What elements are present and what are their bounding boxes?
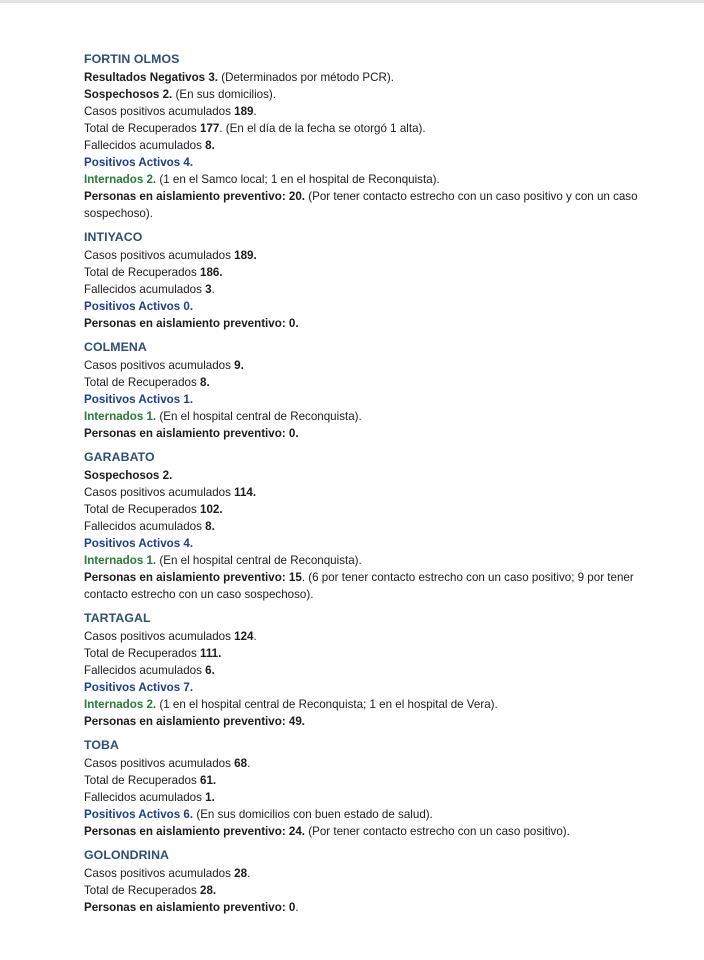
stat-text: 61. — [200, 774, 217, 787]
stat-line — [84, 357, 644, 374]
stat-line — [84, 264, 644, 281]
stat-text: Casos positivos acumulados — [84, 105, 235, 118]
report-body — [84, 50, 644, 922]
stat-line — [84, 823, 644, 840]
stat-text: 102. — [200, 503, 223, 516]
stat-text: 114. — [234, 486, 257, 499]
stat-line — [84, 171, 644, 188]
stat-text: Internados 1. — [84, 410, 157, 423]
stat-line — [84, 628, 644, 645]
stat-line — [84, 501, 644, 518]
stat-text: . — [247, 757, 251, 770]
stat-line — [84, 86, 644, 103]
stat-text: (En el hospital central de Reconquista). — [156, 410, 362, 423]
locality-section-colmena — [84, 338, 644, 442]
stat-text: Internados 1. — [84, 554, 157, 567]
stat-text: Casos positivos acumulados — [84, 359, 235, 372]
locality-section-fortin-olmos — [84, 50, 644, 222]
stat-text: (En sus domicilios con buen estado de salud). — [193, 808, 433, 821]
stat-text: Personas en aislamiento preventivo: — [84, 571, 289, 584]
stat-text: . — [211, 283, 215, 296]
stat-text: Personas en aislamiento preventivo: 24. — [84, 825, 306, 838]
stat-text: 8. — [200, 376, 210, 389]
stat-text: Fallecidos acumulados — [84, 139, 206, 152]
stat-line — [84, 484, 644, 501]
locality-title: INTIYACO — [84, 230, 143, 244]
stat-text: 177 — [200, 122, 220, 135]
stat-line — [84, 696, 644, 713]
stat-text: Total de Recuperados — [84, 647, 201, 660]
stat-line — [84, 137, 644, 154]
stat-text: 6. — [205, 664, 215, 677]
stat-text: Personas en aislamiento preventivo: 0. — [84, 427, 299, 440]
stat-text: Personas en aislamiento preventivo: 20. — [84, 190, 306, 203]
stat-text: Total de Recuperados — [84, 503, 201, 516]
stat-text: Personas en aislamiento preventivo: — [84, 901, 289, 914]
stat-line — [84, 772, 644, 789]
stat-text: Fallecidos acumulados — [84, 520, 206, 533]
stat-text: Fallecidos acumulados — [84, 283, 206, 296]
stat-line — [84, 374, 644, 391]
stat-line — [84, 120, 644, 137]
stat-line — [84, 518, 644, 535]
stat-line — [84, 645, 644, 662]
locality-section-tartagal — [84, 609, 644, 730]
stat-line — [84, 535, 644, 552]
stat-text: . — [247, 867, 251, 880]
stat-text: 186. — [200, 266, 223, 279]
stat-line — [84, 552, 644, 569]
stat-line — [84, 806, 644, 823]
locality-section-golondrina — [84, 846, 644, 916]
stat-text: Internados 2. — [84, 173, 157, 186]
stat-text: Casos positivos acumulados — [84, 757, 235, 770]
stat-text: . (6 por tener contacto estrecho con un caso positivo; 9 por tener contacto estrecho con un caso sospechoso). — [84, 571, 634, 601]
stat-text: Positivos Activos 7. — [84, 681, 194, 694]
stat-text: Total de Recuperados — [84, 376, 201, 389]
stat-text: 0 — [288, 901, 296, 914]
stat-text: Fallecidos acumulados — [84, 791, 206, 804]
locality-section-garabato — [84, 448, 644, 603]
stat-line — [84, 425, 644, 442]
stat-text: Casos positivos acumulados — [84, 867, 235, 880]
stat-line — [84, 298, 644, 315]
locality-title: COLMENA — [84, 340, 147, 354]
stat-text: 15 — [288, 571, 302, 584]
stat-text: . — [295, 901, 299, 914]
stat-line — [84, 899, 644, 916]
stat-line — [84, 69, 644, 86]
stat-line — [84, 408, 644, 425]
stat-text: 3 — [205, 283, 212, 296]
stat-text: 189. — [234, 249, 257, 262]
stat-text: 8. — [205, 520, 215, 533]
stat-line — [84, 662, 644, 679]
stat-text: 189 — [234, 105, 254, 118]
stat-line — [84, 315, 644, 332]
stat-text: 8. — [205, 139, 215, 152]
stat-line — [84, 391, 644, 408]
locality-title: GOLONDRINA — [84, 848, 170, 862]
stat-line — [84, 281, 644, 298]
stat-text: (1 en el hospital central de Reconquista; 1 en el hospital de Vera). — [156, 698, 498, 711]
stat-text: Positivos Activos 4. — [84, 537, 194, 550]
stat-line — [84, 789, 644, 806]
stat-text: . (En el día de la fecha se otorgó 1 alta). — [219, 122, 426, 135]
stat-line — [84, 865, 644, 882]
stat-text: (Determinados por método PCR). — [218, 71, 394, 84]
stat-text: . — [253, 630, 257, 643]
locality-title: TARTAGAL — [84, 611, 151, 625]
stat-text: 1. — [205, 791, 215, 804]
stat-line — [84, 247, 644, 264]
stat-text: Casos positivos acumulados — [84, 486, 235, 499]
stat-line — [84, 882, 644, 899]
stat-text: (1 en el Samco local; 1 en el hospital de Reconquista). — [156, 173, 440, 186]
stat-text: Personas en aislamiento preventivo: 49. — [84, 715, 306, 728]
stat-text: Sospechosos 2. — [84, 88, 173, 101]
stat-line — [84, 679, 644, 696]
stat-text: Total de Recuperados — [84, 884, 201, 897]
stat-text: Total de Recuperados — [84, 266, 201, 279]
stat-text: 124 — [234, 630, 254, 643]
stat-line — [84, 569, 644, 603]
stat-text: 28. — [200, 884, 217, 897]
stat-line — [84, 713, 644, 730]
stat-line — [84, 188, 644, 222]
stat-text: Positivos Activos 4. — [84, 156, 194, 169]
stat-text: 68 — [234, 757, 248, 770]
top-border — [0, 0, 704, 3]
stat-text: Resultados Negativos 3. — [84, 71, 219, 84]
stat-line — [84, 467, 644, 484]
stat-text: Sospechosos 2. — [84, 469, 173, 482]
stat-text: . — [253, 105, 257, 118]
locality-section-toba — [84, 736, 644, 840]
locality-title: FORTIN OLMOS — [84, 52, 180, 66]
stat-text: (En el hospital central de Reconquista). — [156, 554, 362, 567]
stat-text: Total de Recuperados — [84, 774, 201, 787]
stat-text: Internados 2. — [84, 698, 157, 711]
stat-text: Positivos Activos 1. — [84, 393, 194, 406]
stat-text: (Por tener contacto estrecho con un caso positivo y con un caso sospechoso). — [84, 190, 638, 220]
stat-text: Casos positivos acumulados — [84, 249, 235, 262]
locality-title: TOBA — [84, 738, 120, 752]
stat-text: (En sus domicilios). — [172, 88, 277, 101]
stat-text: 9. — [234, 359, 244, 372]
stat-text: 28 — [234, 867, 248, 880]
stat-text: Positivos Activos 6. — [84, 808, 194, 821]
stat-text: Casos positivos acumulados — [84, 630, 235, 643]
stat-text: 111. — [200, 647, 222, 660]
stat-text: Fallecidos acumulados — [84, 664, 206, 677]
stat-line — [84, 103, 644, 120]
stat-line — [84, 755, 644, 772]
stat-text: Positivos Activos 0. — [84, 300, 194, 313]
stat-line — [84, 154, 644, 171]
locality-section-intiyaco — [84, 228, 644, 332]
stat-text: Total de Recuperados — [84, 122, 201, 135]
stat-text: Personas en aislamiento preventivo: 0. — [84, 317, 299, 330]
locality-title: GARABATO — [84, 450, 155, 464]
stat-text: (Por tener contacto estrecho con un caso positivo). — [305, 825, 570, 838]
